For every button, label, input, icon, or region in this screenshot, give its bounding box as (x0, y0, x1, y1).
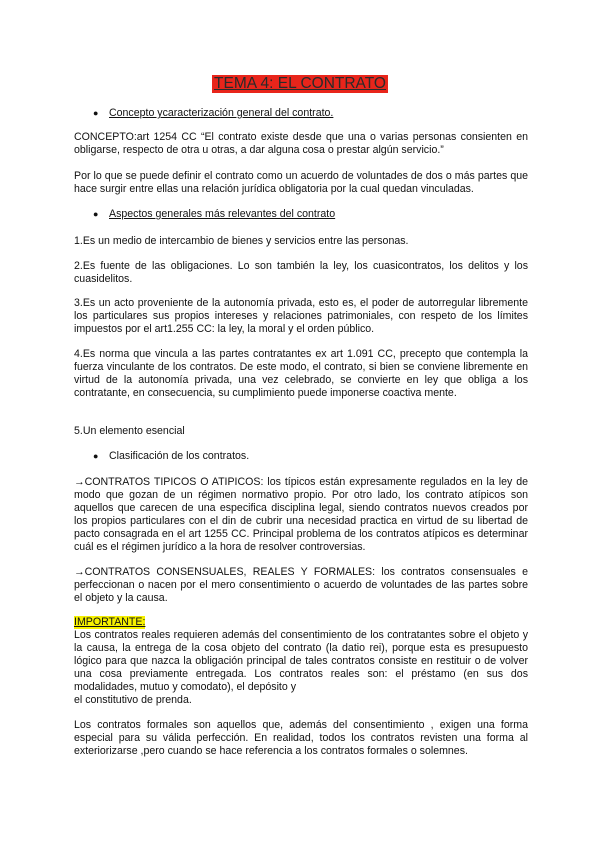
bullet-clasificacion-text: Clasificación de los contratos. (109, 450, 250, 462)
importante-label-wrap (74, 616, 528, 629)
aspecto-5: 5.Un elemento esencial (74, 425, 185, 437)
reales-end-line: el constitutivo de prenda. (74, 694, 192, 706)
bullet-dot: ● (93, 108, 99, 118)
page-title: TEMA 4: EL CONTRATO (214, 75, 386, 92)
bullet-aspectos-text: Aspectos generales más relevantes del contrato (109, 208, 336, 220)
tipicos-paragraph: →CONTRATOS TIPICOS O ATIPICOS: los típicos están expresamente regulados en la ley de modo que gozan de un régimen normativo propio. Por otro lado, los contrato atípicos son aquellos que carecen de una especifica disciplina legal, siendo contratos nuevos creados por los propios particulares con el din de cubrir una necesidad practica en virtud de su libertad de pacto consagrada en el art 1255 CC. Principal problema de los contratos atípicos es determinar cuál es el régimen jurídico a la hora de resolver controversias. (74, 476, 528, 553)
bullet-dot: ● (93, 451, 99, 461)
definicion-paragraph: Por lo que se puede definir el contrato como un acuerdo de voluntades de dos o más partes que hace surgir entre ellas una relación jurídica obligatoria por la cual quedan vinculadas. (74, 170, 528, 195)
bullet-concepto-text: Concepto ycaracterización general del contrato. (109, 107, 334, 119)
formales-paragraph: Los contratos formales son aquellos que, además del consentimiento , exigen una forma especial para su válida perfección. En realidad, todos los contratos revisten una forma al exteriorizarse ,pero cuando se hace referencia a los contratos formales o solemnes. (74, 719, 528, 757)
aspecto-2: 2.Es fuente de las obligaciones. Lo son también la ley, los cuasicontratos, los delitos y los cuasidelitos. (74, 260, 528, 285)
bullet-dot: ● (93, 209, 99, 219)
title-wrap (0, 75, 600, 93)
concepto-paragraph: CONCEPTO:art 1254 CC “El contrato existe desde que una o varias personas consienten en obligarse, respecto de otra u otras, a dar alguna cosa o prestar algún servicio.” (74, 131, 528, 156)
aspecto-4: 4.Es norma que vincula a las partes contratantes ex art 1.091 CC, precepto que contempla la fuerza vinculante de los contratos. De este modo, el contrato, si bien se conviene libremente en virtud de la autonomía privada, una vez celebrado, se convierte en ley que obliga a los contratante, en consecuencia, su cumplimiento puede imponerse coactiva mente. (74, 348, 528, 399)
consensuales-paragraph: →CONTRATOS CONSENSUALES, REALES Y FORMALES: los contratos consensuales e perfeccionan o nacen por el mero consentimiento o acuerdo de voluntades de las partes sobre el objeto y la causa. (74, 566, 528, 604)
importante-label: IMPORTANTE: (74, 616, 146, 628)
aspecto-1: 1.Es un medio de intercambio de bienes y servicios entre las personas. (74, 235, 409, 247)
aspecto-3: 3.Es un acto proveniente de la autonomía privada, esto es, el poder de autorregular libremente los particulares sus propios intereses y relaciones patrimoniales, con respeto de los límites impuestos por el art1.255 CC: la ley, la moral y el orden público. (74, 297, 528, 335)
reales-paragraph: Los contratos reales requieren además del consentimiento de los contratantes sobre el objeto y la causa, la entrega de la cosa objeto del contrato (la datio rei), porque esta es presupuesto lógico para que nazca la obligación principal de tales contratos consiste en restituir o de volver una cosa previamente entregada. Los contratos reales son: el préstamo (en sus dos modalidades, mutuo y comodato), el depósito y (74, 629, 528, 693)
